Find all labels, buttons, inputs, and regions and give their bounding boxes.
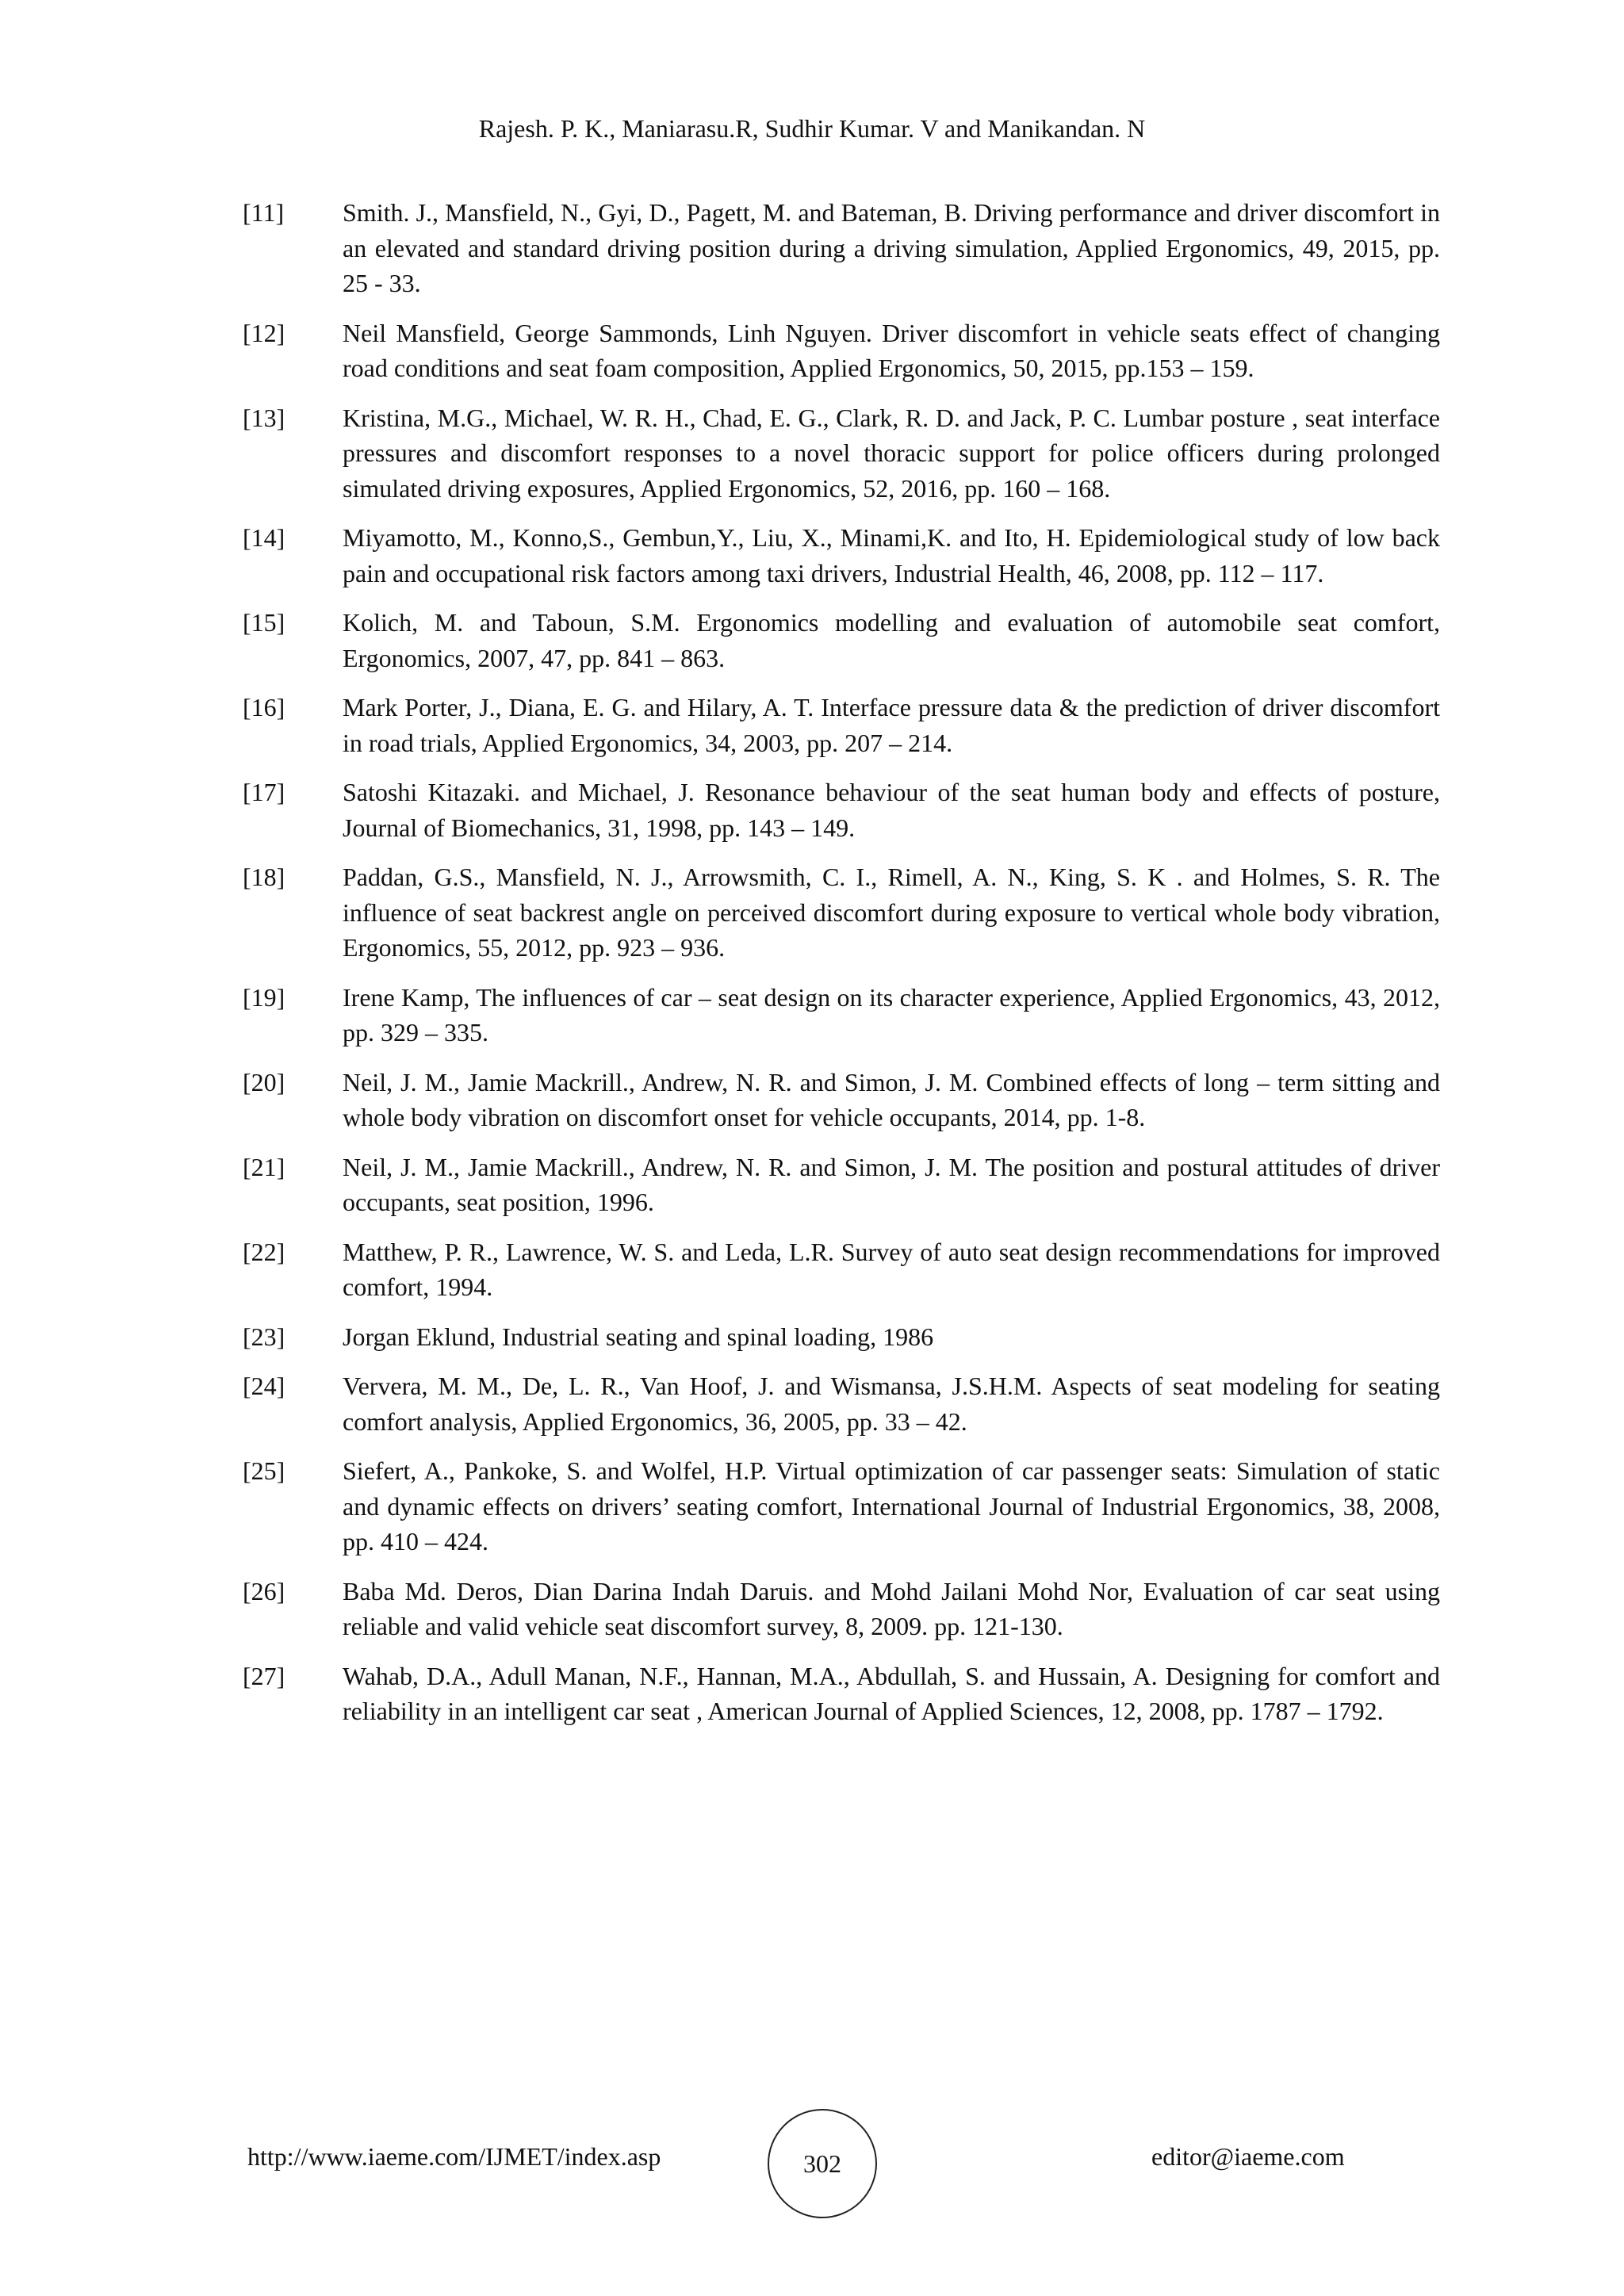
reference-number: [24]	[243, 1372, 285, 1400]
reference-item-20	[243, 1065, 1440, 1135]
reference-item-16	[243, 690, 1440, 760]
reference-number: [20]	[243, 1067, 285, 1096]
running-header	[0, 113, 1624, 144]
reference-number: [11]	[243, 198, 285, 227]
page-footer	[0, 2109, 1624, 2204]
reference-text: Satoshi Kitazaki. and Michael, J. Resonance behaviour of the seat human body and effects of posture, Journal of Biomechanics, 31, 1998, pp. 143 – 149.	[343, 778, 1440, 842]
reference-text: Paddan, G.S., Mansfield, N. J., Arrowsmith, C. I., Rimell, A. N., King, S. K . and Holmes, S. R. The influence of seat backrest angle on perceived discomfort during exposure to vertical whole body vibration, Ergonomics, 55, 2012, pp. 923 – 936.	[343, 863, 1440, 962]
reference-text: Kristina, M.G., Michael, W. R. H., Chad, E. G., Clark, R. D. and Jack, P. C. Lumbar posture , seat interface pressures and discomfort responses to a novel thoracic support for police officers during prolonged simulated driving exposures, Applied Ergonomics, 52, 2016, pp. 160 – 168.	[343, 403, 1440, 503]
reference-number: [18]	[243, 863, 285, 891]
reference-item-21	[243, 1150, 1440, 1220]
reference-item-24	[243, 1368, 1440, 1439]
reference-item-17	[243, 775, 1440, 845]
reference-number: [21]	[243, 1152, 285, 1181]
reference-number: [17]	[243, 778, 285, 806]
reference-item-25	[243, 1453, 1440, 1559]
reference-text: Jorgan Eklund, Industrial seating and spinal loading, 1986	[343, 1322, 934, 1351]
reference-text: Siefert, A., Pankoke, S. and Wolfel, H.P. Virtual optimization of car passenger seats: Simulation of static and dynamic effects on drivers’ seating comfort, International Journal of Industrial Ergonomics, 38, 2008, pp. 410 – 424.	[343, 1456, 1440, 1556]
reference-item-23	[243, 1319, 1440, 1355]
page-number: 302	[803, 2149, 841, 2178]
reference-number: [15]	[243, 608, 285, 637]
reference-text: Ververa, M. M., De, L. R., Van Hoof, J. and Wismansa, J.S.H.M. Aspects of seat modeling for seating comfort analysis, Applied Ergonomics, 36, 2005, pp. 33 – 42.	[343, 1372, 1440, 1436]
reference-number: [14]	[243, 523, 285, 552]
reference-item-12	[243, 316, 1440, 386]
reference-item-26	[243, 1574, 1440, 1644]
reference-text: Miyamotto, M., Konno,S., Gembun,Y., Liu, X., Minami,K. and Ito, H. Epidemiological study of low back pain and occupational risk factors among taxi drivers, Industrial Health, 46, 2008, pp. 112 – 117.	[343, 523, 1440, 587]
reference-number: [22]	[243, 1237, 285, 1266]
reference-item-15	[243, 605, 1440, 675]
reference-number: [26]	[243, 1576, 285, 1605]
reference-number: [16]	[243, 693, 285, 721]
reference-number: [23]	[243, 1322, 285, 1351]
reference-text: Neil, J. M., Jamie Mackrill., Andrew, N. R. and Simon, J. M. Combined effects of long – term sitting and whole body vibration on discomfort onset for vehicle occupants, 2014, pp. 1-8.	[343, 1067, 1440, 1131]
reference-number: [27]	[243, 1661, 285, 1690]
reference-item-14	[243, 520, 1440, 591]
reference-number: [25]	[243, 1456, 285, 1485]
reference-number: [19]	[243, 982, 285, 1012]
reference-text: Baba Md. Deros, Dian Darina Indah Daruis. and Mohd Jailani Mohd Nor, Evaluation of car seat using reliable and valid vehicle seat discomfort survey, 8, 2009. pp. 121-130.	[343, 1576, 1440, 1640]
reference-text: Smith. J., Mansfield, N., Gyi, D., Pagett, M. and Bateman, B. Driving performance and driver discomfort in an elevated and standard driving position during a driving simulation, Applied Ergonomics, 49, 2015, pp. 25 - 33.	[343, 198, 1440, 297]
reference-item-18	[243, 859, 1440, 966]
reference-number: [12]	[243, 318, 285, 347]
footer-email-link[interactable]: editor@iaeme.com	[1151, 2142, 1345, 2171]
reference-item-22	[243, 1234, 1440, 1305]
reference-text: Matthew, P. R., Lawrence, W. S. and Leda, L.R. Survey of auto seat design recommendations for improved comfort, 1994.	[343, 1237, 1440, 1301]
reference-text: Irene Kamp, The influences of car – seat design on its character experience, Applied Ergonomics, 43, 2012, pp. 329 – 335.	[343, 982, 1440, 1047]
reference-text: Mark Porter, J., Diana, E. G. and Hilary, A. T. Interface pressure data & the prediction of driver discomfort in road trials, Applied Ergonomics, 34, 2003, pp. 207 – 214.	[343, 693, 1440, 757]
reference-item-11	[243, 195, 1440, 301]
reference-text: Wahab, D.A., Adull Manan, N.F., Hannan, M.A., Abdullah, S. and Hussain, A. Designing for comfort and reliability in an intelligent car seat , American Journal of Applied Sciences, 12, 2008, pp. 1787 – 1792.	[343, 1661, 1440, 1725]
running-header-authors: Rajesh. P. K., Maniarasu.R, Sudhir Kumar. V and Manikandan. N	[478, 114, 1146, 143]
reference-number: [13]	[243, 403, 285, 432]
reference-text: Neil, J. M., Jamie Mackrill., Andrew, N. R. and Simon, J. M. The position and postural attitudes of driver occupants, seat position, 1996.	[343, 1152, 1440, 1216]
reference-text: Kolich, M. and Taboun, S.M. Ergonomics modelling and evaluation of automobile seat comfort, Ergonomics, 2007, 47, pp. 841 – 863.	[343, 608, 1440, 672]
reference-text: Neil Mansfield, George Sammonds, Linh Nguyen. Driver discomfort in vehicle seats effect of changing road conditions and seat foam composition, Applied Ergonomics, 50, 2015, pp.153 – 159.	[343, 318, 1440, 382]
reference-item-13	[243, 400, 1440, 507]
reference-list	[243, 195, 1440, 1743]
footer-url-link[interactable]: http://www.iaeme.com/IJMET/index.asp	[247, 2142, 661, 2171]
reference-item-27	[243, 1659, 1440, 1729]
reference-item-19	[243, 980, 1440, 1050]
page-number-circle	[768, 2109, 877, 2218]
